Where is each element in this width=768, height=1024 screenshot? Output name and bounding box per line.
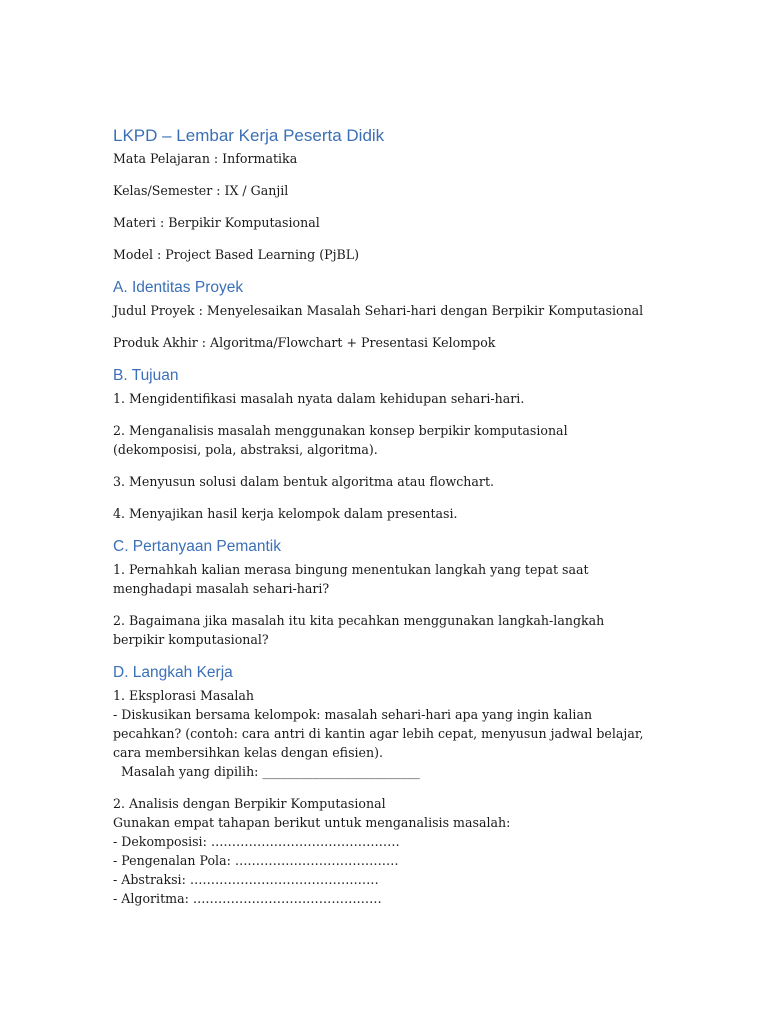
- objective-item: 4. Menyajikan hasil kerja kelompok dalam presentasi.: [113, 506, 458, 521]
- step-1-title: 1. Eksplorasi Masalah: [113, 688, 255, 703]
- trigger-question: 1. Pernahkah kalian merasa bingung menentukan langkah yang tepat saat menghadapi masalah sehari-hari?: [113, 562, 589, 596]
- project-title: Judul Proyek : Menyelesaikan Masalah Sehari-hari dengan Berpikir Komputasional: [113, 303, 644, 318]
- step-1-block: [113, 686, 658, 781]
- section-b-heading: B. Tujuan: [113, 367, 179, 384]
- meta-kelas: Kelas/Semester : IX / Ganjil: [113, 183, 289, 198]
- step-2-block: [113, 794, 658, 908]
- section-d-heading: D. Langkah Kerja: [113, 664, 233, 681]
- step-1-instruction: - Diskusikan bersama kelompok: masalah sehari-hari apa yang ingin kalian pecahkan? (contoh: cara antri di kantin agar lebih cepat, menyusun jadwal belajar, cara membersihkan kelas dengan efisien).: [113, 707, 644, 760]
- step-2-intro: Gunakan empat tahapan berikut untuk menganalisis masalah:: [113, 815, 511, 830]
- document-title: LKPD – Lembar Kerja Peserta Didik: [113, 126, 385, 145]
- document-body: [113, 124, 658, 908]
- meta-model: Model : Project Based Learning (PjBL): [113, 247, 360, 262]
- chosen-problem-line: Masalah yang dipilih: _________________________: [113, 764, 420, 779]
- ct-item-abstraction: - Abstraksi: ………………………………………: [113, 872, 379, 887]
- objective-item: 3. Menyusun solusi dalam bentuk algoritma atau flowchart.: [113, 474, 495, 489]
- objective-item: 2. Menganalisis masalah menggunakan konsep berpikir komputasional (dekomposisi, pola, abstraksi, algoritma).: [113, 423, 568, 457]
- ct-item-algorithm: - Algoritma: ………………………………………: [113, 891, 382, 906]
- ct-item-decomposition: - Dekomposisi: ………………………………………: [113, 834, 400, 849]
- section-c-heading: C. Pertanyaan Pemantik: [113, 538, 282, 555]
- final-product: Produk Akhir : Algoritma/Flowchart + Presentasi Kelompok: [113, 335, 496, 350]
- objective-item: 1. Mengidentifikasi masalah nyata dalam kehidupan sehari-hari.: [113, 391, 525, 406]
- ct-item-pattern: - Pengenalan Pola: …………………………………: [113, 853, 399, 868]
- meta-mapel: Mata Pelajaran : Informatika: [113, 151, 298, 166]
- step-2-title: 2. Analisis dengan Berpikir Komputasional: [113, 796, 386, 811]
- trigger-question: 2. Bagaimana jika masalah itu kita pecahkan menggunakan langkah-langkah berpikir komputasional?: [113, 613, 605, 647]
- section-a-heading: A. Identitas Proyek: [113, 279, 244, 296]
- meta-materi: Materi : Berpikir Komputasional: [113, 215, 320, 230]
